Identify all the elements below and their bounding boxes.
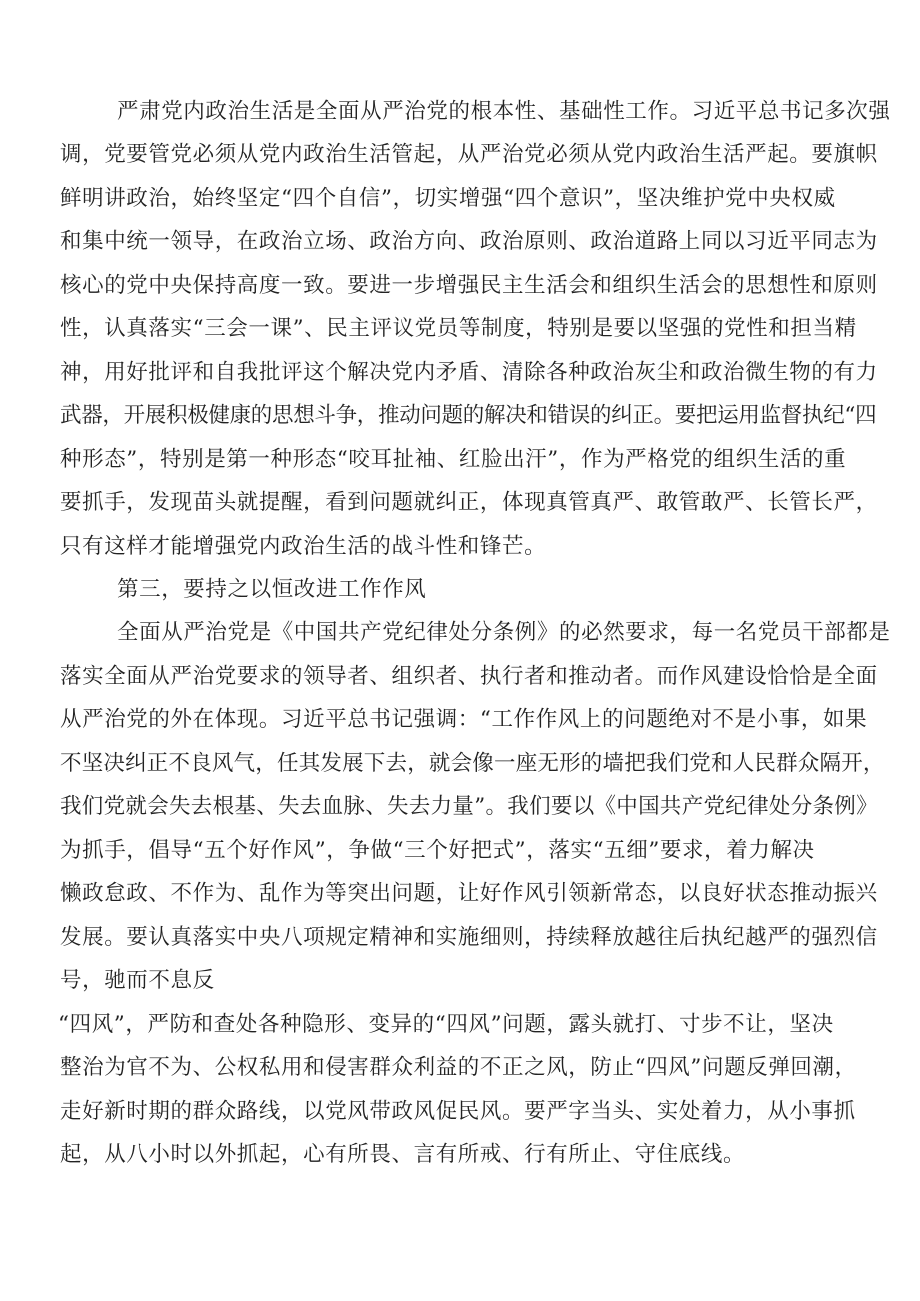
text-line-19: 懒政怠政、不作为、乱作为等突出问题，让好作风引领新常态，以良好状态推动振兴 xyxy=(60,881,878,906)
text-line-17: 我们党就会失去根基、失去血脉、失去力量”。我们要以《中国共产党纪律处分条例》 xyxy=(60,794,878,819)
text-line-5: 核心的党中央保持高度一致。要进一步增强民主生活会和组织生活会的思想性和原则 xyxy=(60,273,878,298)
text-line-15: 从严治党的外在体现。习近平总书记强调：“工作作风上的问题绝对不是小事，如果 xyxy=(60,707,868,732)
text-line-6: 性，认真落实“三会一课”、民主评议党员等制度，特别是要以坚强的党性和担当精 xyxy=(60,316,857,341)
text-line-2: 调，党要管党必须从党内政治生活管起，从严治党必须从党内政治生活严起。要旗帜 xyxy=(60,142,878,167)
text-line-9: 种形态”，特别是第一种形态“咬耳扯袖、红脸出汗”，作为严格党的组织生活的重 xyxy=(60,447,847,472)
text-line-14: 落实全面从严治党要求的领导者、组织者、执行者和推动者。而作风建设恰恰是全面 xyxy=(60,664,878,689)
text-line-21: 号，驰而不息反 xyxy=(60,968,215,993)
text-line-10: 要抓手，发现苗头就提醒，看到问题就纠正，体现真管真严、敢管敢严、长管长严， xyxy=(60,490,878,515)
text-line-7: 神，用好批评和自我批评这个解决党内矛盾、清除各种政治灰尘和政治微生物的有力 xyxy=(60,360,878,385)
text-line-1: 严肃党内政治生活是全面从严治党的根本性、基础性工作。习近平总书记多次强 xyxy=(117,99,891,124)
text-line-11: 只有这样才能增强党内政治生活的战斗性和锋芒。 xyxy=(60,534,547,559)
text-line-18: 为抓手，倡导“五个好作风”，争做“三个好把式”，落实“五细”要求，着力解决 xyxy=(60,838,815,863)
text-line-24: 走好新时期的群众路线，以党风带政风促民风。要严字当头、实处着力，从小事抓 xyxy=(60,1099,856,1124)
text-line-16: 不坚决纠正不良风气，任其发展下去，就会像一座无形的墙把我们党和人民群众隔开， xyxy=(60,751,885,776)
text-line-4: 和集中统一领导，在政治立场、政治方向、政治原则、政治道路上同以习近平同志为 xyxy=(60,229,878,254)
text-line-22: “四风”，严防和查处各种隐形、变异的“四风”问题，露头就打、寸步不让，坚决 xyxy=(58,1012,834,1037)
section-heading: 第三，要持之以恒改进工作作风 xyxy=(117,577,427,602)
text-line-23: 整治为官不为、公权私用和侵害群众利益的不正之风，防止“四风”问题反弹回潮， xyxy=(60,1055,857,1080)
text-line-13: 全面从严治党是《中国共产党纪律处分条例》的必然要求，每一名党员干部都是 xyxy=(117,620,891,645)
text-line-25: 起，从八小时以外抓起，心有所畏、言有所戒、行有所止、守住底线。 xyxy=(60,1142,746,1167)
text-line-20: 发展。要认真落实中央八项规定精神和实施细则，持续释放越往后执纪越严的强烈信 xyxy=(60,925,878,950)
text-line-3: 鲜明讲政治，始终坚定“四个自信”，切实增强“四个意识”，坚决维护党中央权威 xyxy=(60,186,836,211)
text-line-8: 武器，开展积极健康的思想斗争，推动问题的解决和错误的纠正。要把运用监督执纪“四 xyxy=(60,403,877,428)
